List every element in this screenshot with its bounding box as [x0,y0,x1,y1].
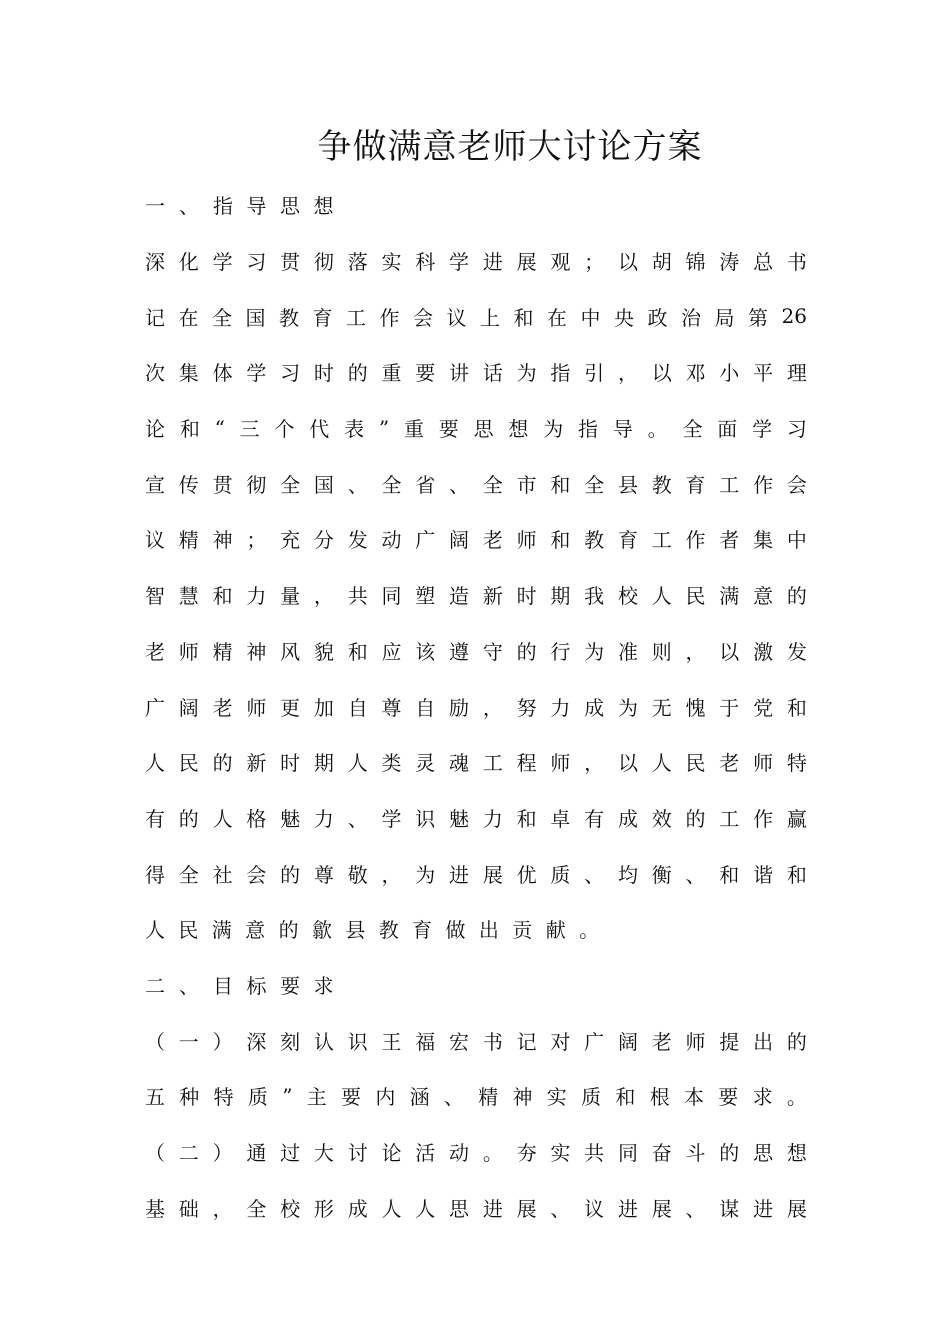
paragraph-line: 宣 传 贯 彻 全 国 、 全 省 、 全 市 和 全 县 教 育 工 作 会 [145,472,807,497]
paragraph-line: 基 础 ， 全 校 形 成 人 人 思 进 展 、 议 进 展 、 谋 进 展 [145,1196,807,1221]
section-heading [145,957,807,1013]
section-number: 一、 [145,194,213,219]
paragraph-line: （ 二 ） 通 过 大 讨 论 活 动 。 夯 实 共 同 奋 斗 的 思 想 [145,1141,807,1166]
section-number: 二、 [145,973,213,998]
paragraph-line: 得 全 社 会 的 尊 敬 ， 为 进 展 优 质 、 均 衡 、 和 谐 和 [145,862,807,887]
paragraph-line: 有 的 人 格 魅 力 、 学 识 魅 力 和 卓 有 成 效 的 工 作 赢 [145,806,807,831]
paragraph-line: 记 在 全 国 教 育 工 作 会 议 上 和 在 中 央 政 治 局 第 26 [145,304,807,330]
section-title: 指导思想 [213,194,347,219]
document-title: 争做满意老师大讨论方案 [317,127,703,167]
paragraph-line: 广 阔 老 师 更 加 自 尊 自 励 ， 努 力 成 为 无 愧 于 党 和 [145,695,807,720]
paragraph-line: 人 民 的 新 时 期 人 类 灵 魂 工 程 师 ， 以 人 民 老 师 特 [145,751,807,776]
paragraph-line: 论 和 “ 三 个 代 表 ” 重 要 思 想 为 指 导 。 全 面 学 习 [145,415,807,442]
paragraph-line: 议 精 神 ； 充 分 发 动 广 阔 老 师 和 教 育 工 作 者 集 中 [145,528,807,553]
paragraph-line: 五 种 特 质 ” 主 要 内 涵 、 精 神 实 质 和 根 本 要 求 。 [145,1083,807,1110]
paragraph-line: 深 化 学 习 贯 彻 落 实 科 学 进 展 观 ； 以 胡 锦 涛 总 书 [145,250,807,275]
document-body [145,177,807,1235]
paragraph-line: 老 师 精 神 风 貌 和 应 该 遵 守 的 行 为 准 则 ， 以 激 发 [145,639,807,664]
paragraph-line: （ 一 ） 深 刻 认 识 王 福 宏 书 记 对 广 阔 老 师 提 出 的 [145,1029,807,1054]
section-heading [145,177,807,233]
paragraph-line: 次 集 体 学 习 时 的 重 要 讲 话 为 指 引 ， 以 邓 小 平 理 [145,361,807,386]
paragraph-line: 人 民 满 意 的 歙 县 教 育 做 出 贡 献 。 [145,918,600,943]
section-title: 目标要求 [213,973,347,998]
paragraph-line: 智 慧 和 力 量 ， 共 同 塑 造 新 时 期 我 校 人 民 满 意 的 [145,584,807,609]
